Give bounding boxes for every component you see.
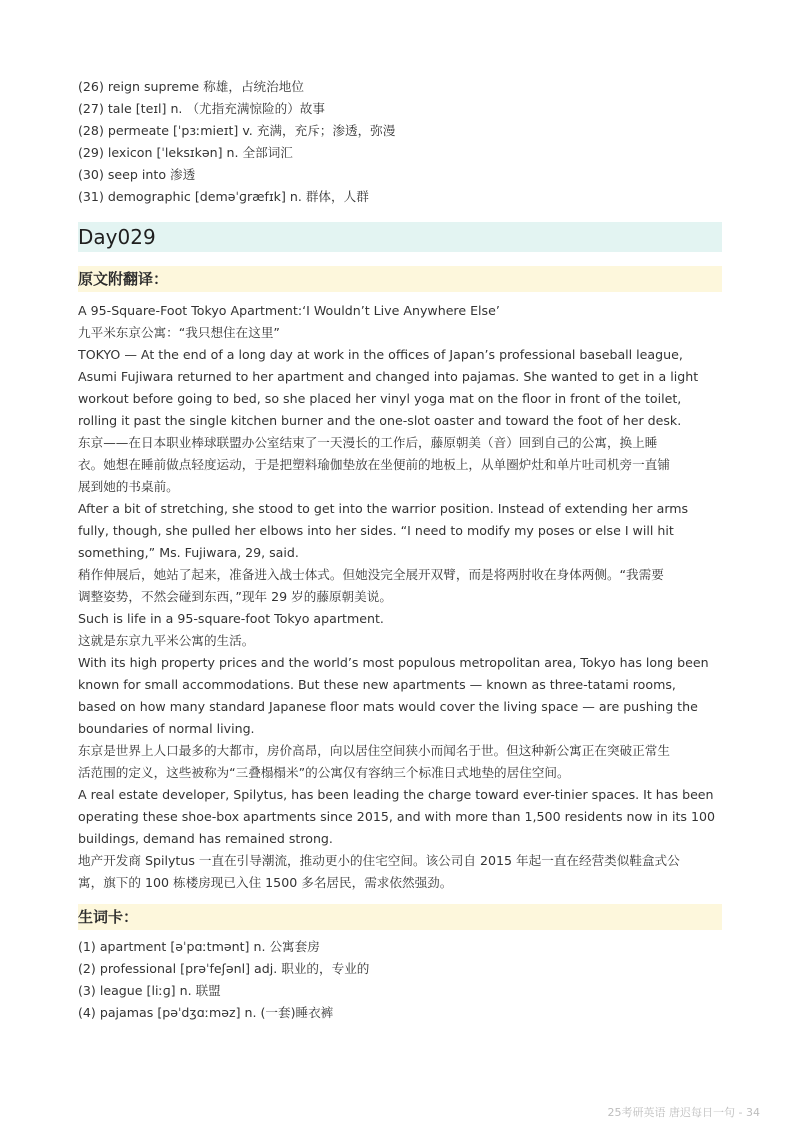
article-line: 活范围的定义，这些被称为“三叠榻榻米”的公寓仅有容纳三个标准日式地垫的居住空间。 (78, 765, 570, 780)
day-title: Day029 (78, 222, 722, 252)
vocab-card-list (78, 936, 722, 1024)
article-line: buildings, demand has remained strong. (78, 831, 333, 846)
vocab-card-item: (1) apartment [əˈpɑːtmənt] n. 公寓套房 (78, 939, 320, 954)
article-line: 展到她的书桌前。 (78, 479, 179, 494)
page-footer: 25考研英语 唐迟每日一句 - 34 (607, 1106, 760, 1119)
article-line: TOKYO — At the end of a long day at work in the offices of Japan’s professional baseball league, (78, 347, 683, 362)
vocab-item: (31) demographic [deməˈɡræfɪk] n. 群体，人群 (78, 189, 369, 204)
article-line: 衣。她想在睡前做点轻度运动，于是把塑料瑜伽垫放在坐便前的地板上，从单圈炉灶和单片吐司机旁一直铺 (78, 457, 670, 472)
article-line: 东京是世界上人口最多的大都市，房价高昂，向以居住空间狭小而闻名于世。但这种新公寓正在突破正常生 (78, 743, 670, 758)
article-line: rolling it past the single kitchen burner and the one-slot oaster and toward the foot of her desk. (78, 413, 682, 428)
article-line: A 95-Square-Foot Tokyo Apartment:‘I Wouldn’t Live Anywhere Else’ (78, 303, 500, 318)
article-line: After a bit of stretching, she stood to get into the warrior position. Instead of extending her arms (78, 501, 689, 516)
vocab-item: (27) tale [teɪl] n. （尤指充满惊险的）故事 (78, 101, 325, 116)
vocab-item: (26) reign supreme 称雄，占统治地位 (78, 79, 304, 94)
article-line: 地产开发商 Spilytus 一直在引导潮流，推动更小的住宅空间。该公司自 2015 年起一直在经营类似鞋盒式公 (78, 853, 680, 868)
section-heading-vocab: 生词卡： (78, 904, 722, 930)
article-line: Such is life in a 95-square-foot Tokyo apartment. (78, 611, 384, 626)
article-line: based on how many standard Japanese floor mats would cover the living space — are pushing the (78, 699, 698, 714)
article-line: 稍作伸展后，她站了起来，准备进入战士体式。但她没完全展开双臂，而是将两肘收在身体两侧。“我需要 (78, 567, 664, 582)
article-body (78, 300, 722, 894)
article-line: operating these shoe-box apartments since 2015, and with more than 1,500 residents now in its 100 (78, 809, 716, 824)
article-line: 九平米东京公寓：“我只想住在这里” (78, 325, 280, 340)
article-line: fully, though, she pulled her elbows into her sides. “I need to modify my poses or else I will hit (78, 523, 674, 538)
top-vocab-list (78, 76, 722, 208)
page-content (78, 76, 722, 1024)
article-line: 调整姿势，不然会碰到东西，”现年 29 岁的藤原朝美说。 (78, 589, 392, 604)
article-line: A real estate developer, Spilytus, has been leading the charge toward ever-tinier spaces. It has been (78, 787, 714, 802)
article-line: workout before going to bed, so she placed her vinyl yoga mat on the floor in front of the toilet, (78, 391, 682, 406)
vocab-item: (30) seep into 渗透 (78, 167, 196, 182)
article-line: With its high property prices and the world’s most populous metropolitan area, Tokyo has long been (78, 655, 709, 670)
vocab-item: (29) lexicon [ˈleksɪkən] n. 全部词汇 (78, 145, 293, 160)
article-line: 东京——在日本职业棒球联盟办公室结束了一天漫长的工作后，藤原朝美（音）回到自己的公寓，换上睡 (78, 435, 658, 450)
article-line: 寓，旗下的 100 栋楼房现已入住 1500 多名居民，需求依然强劲。 (78, 875, 453, 890)
vocab-item: (28) permeate [ˈpɜːmieɪt] v. 充满，充斥；渗透，弥漫 (78, 123, 396, 138)
vocab-card-item: (4) pajamas [pəˈdʒɑːməz] n. (一套)睡衣裤 (78, 1005, 334, 1020)
vocab-card-item: (3) league [liːɡ] n. 联盟 (78, 983, 221, 998)
vocab-card-item: (2) professional [prəˈfeʃənl] adj. 职业的，专业的 (78, 961, 370, 976)
section-heading-original: 原文附翻译： (78, 266, 722, 292)
article-line: 这就是东京九平米公寓的生活。 (78, 633, 255, 648)
article-line: boundaries of normal living. (78, 721, 255, 736)
article-line: Asumi Fujiwara returned to her apartment and changed into pajamas. She wanted to get in a light (78, 369, 699, 384)
article-line: something,” Ms. Fujiwara, 29, said. (78, 545, 299, 560)
article-line: known for small accommodations. But these new apartments — known as three-tatami rooms, (78, 677, 676, 692)
